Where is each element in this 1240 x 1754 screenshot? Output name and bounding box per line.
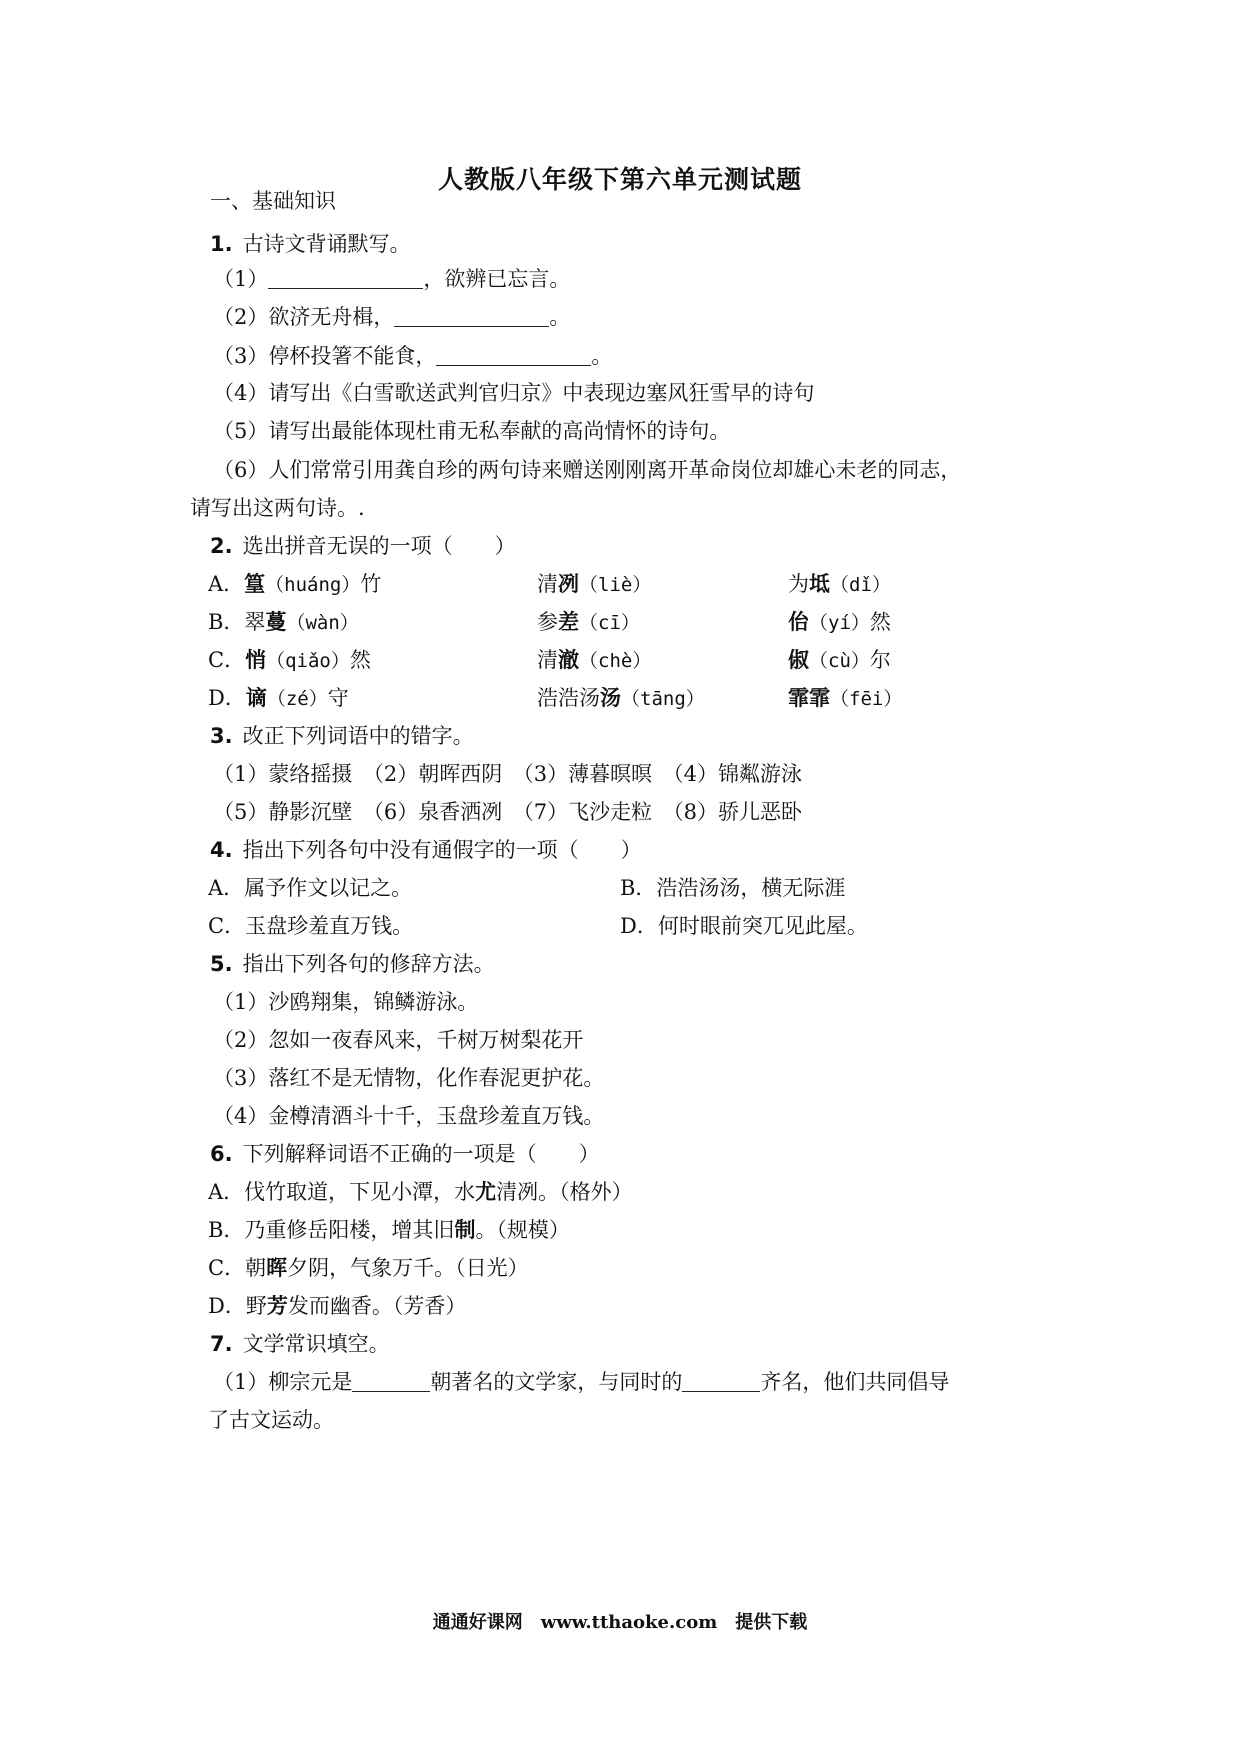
- question-number: 1.: [210, 232, 233, 256]
- q2-option-d2: 浩浩汤汤（tāng）: [537, 685, 705, 710]
- q2-option-c3: 俶（cù）尔: [788, 647, 891, 672]
- q2-option-c2: 清澈（chè）: [537, 647, 652, 672]
- q2-option-d3: 霏霏（fēi）: [788, 685, 903, 710]
- question-3: [210, 721, 474, 751]
- answer-blank: [268, 266, 423, 289]
- item-text: 。: [591, 344, 613, 368]
- question-stem: 指出下列各句中没有通假字的一项（ ）: [242, 838, 642, 862]
- q7-item-1-cont: 了古文运动。: [208, 1408, 334, 1432]
- q1-item-2: [213, 302, 570, 332]
- q3-line-2: （5）静影沉壁 （6）泉香洒冽 （7）飞沙走粒 （8）骄儿恶卧: [213, 800, 802, 824]
- q2-option-b2: 参差（cī）: [537, 609, 640, 634]
- q1-item-3: [213, 341, 612, 371]
- section-heading: 一、基础知识: [210, 189, 336, 213]
- q6-option-c: C．朝晖夕阴，气象万千。（日光）: [208, 1255, 529, 1280]
- q4-option-a: A．属予作文以记之。: [208, 876, 413, 900]
- item-text: 齐名，他们共同倡导: [760, 1370, 950, 1394]
- q6-option-a: A．伐竹取道，下见小潭，水尤清冽。（格外）: [208, 1179, 633, 1204]
- item-text: （1）柳宗元是: [213, 1370, 353, 1394]
- question-stem: 文学常识填空。: [242, 1332, 390, 1356]
- q1-item-5: （5）请写出最能体现杜甫无私奉献的高尚情怀的诗句。: [213, 419, 731, 443]
- q1-item-6-cont: 请写出这两句诗。.: [190, 496, 365, 520]
- q6-option-d: D．野芳发而幽香。（芳香）: [208, 1293, 467, 1318]
- item-label: （1）: [213, 267, 269, 291]
- item-text: 朝著名的文学家，与同时的: [430, 1370, 683, 1394]
- question-number: 3.: [210, 724, 233, 748]
- q2-option-a2: 清冽（liè）: [537, 571, 652, 596]
- question-number: 7.: [210, 1332, 233, 1356]
- q2-option-b1: B．翠蔓（wàn）: [208, 609, 359, 634]
- question-2: [210, 531, 516, 561]
- q2-option-a1: A．篁（huáng）竹: [208, 571, 382, 596]
- item-text: 。: [549, 305, 571, 329]
- question-stem: 古诗文背诵默写。: [242, 232, 411, 256]
- item-text: ，欲辨已忘言。: [423, 267, 571, 291]
- question-stem: 指出下列各句的修辞方法。: [242, 952, 495, 976]
- q2-option-a3: 为坻（dǐ）: [788, 571, 891, 596]
- q6-option-b: B．乃重修岳阳楼，增其旧制。（规模）: [208, 1217, 570, 1242]
- q2-option-b3: 佁（yí）然: [788, 609, 891, 634]
- q1-item-1: [213, 264, 570, 294]
- question-number: 5.: [210, 952, 233, 976]
- answer-blank: [394, 304, 549, 327]
- q1-item-4: （4）请写出《白雪歌送武判官归京》中表现边塞风狂雪早的诗句: [213, 381, 815, 405]
- question-5: [210, 949, 495, 979]
- q3-line-1: （1）蒙络摇摄 （2）朝晖西阴 （3）薄暮暝暝 （4）锦粼游泳: [213, 762, 802, 786]
- question-4: [210, 835, 642, 865]
- question-number: 2.: [210, 534, 233, 558]
- q5-item-3: （3）落红不是无情物，化作春泥更护花。: [213, 1066, 605, 1090]
- q7-item-1: [213, 1367, 949, 1397]
- q4-option-d: D．何时眼前突兀见此屋。: [620, 914, 868, 938]
- question-1: [210, 229, 411, 259]
- page-title: 人教版八年级下第六单元测试题: [437, 165, 802, 194]
- item-text: （3）停杯投箸不能食，: [213, 344, 437, 368]
- q4-option-c: C．玉盘珍羞直万钱。: [208, 914, 414, 938]
- question-6: [210, 1139, 600, 1169]
- q4-option-b: B．浩浩汤汤，横无际涯: [620, 876, 846, 900]
- q1-item-6: （6）人们常常引用龚自珍的两句诗来赠送刚刚离开革命岗位却雄心未老的同志，: [213, 458, 962, 482]
- q5-item-1: （1）沙鸥翔集，锦鳞游泳。: [213, 990, 479, 1014]
- q5-item-2: （2）忽如一夜春风来，千树万树梨花开: [213, 1028, 584, 1052]
- answer-blank: [352, 1369, 430, 1392]
- answer-blank: [436, 343, 591, 366]
- q2-option-d1: D．谪（zé）守: [208, 685, 349, 710]
- q2-option-c1: C．悄（qiǎo）然: [208, 647, 371, 672]
- item-text: （2）欲济无舟楫，: [213, 305, 395, 329]
- page-footer: 通通好课网 www.tthaoke.com 提供下载: [432, 1612, 808, 1633]
- question-number: 4.: [210, 838, 233, 862]
- answer-blank: [682, 1369, 760, 1392]
- question-stem: 选出拼音无误的一项（ ）: [242, 534, 516, 558]
- question-number: 6.: [210, 1142, 233, 1166]
- question-7: [210, 1329, 390, 1359]
- q5-item-4: （4）金樽清酒斗十千，玉盘珍羞直万钱。: [213, 1104, 605, 1128]
- question-stem: 下列解释词语不正确的一项是（ ）: [242, 1142, 600, 1166]
- question-stem: 改正下列词语中的错字。: [242, 724, 474, 748]
